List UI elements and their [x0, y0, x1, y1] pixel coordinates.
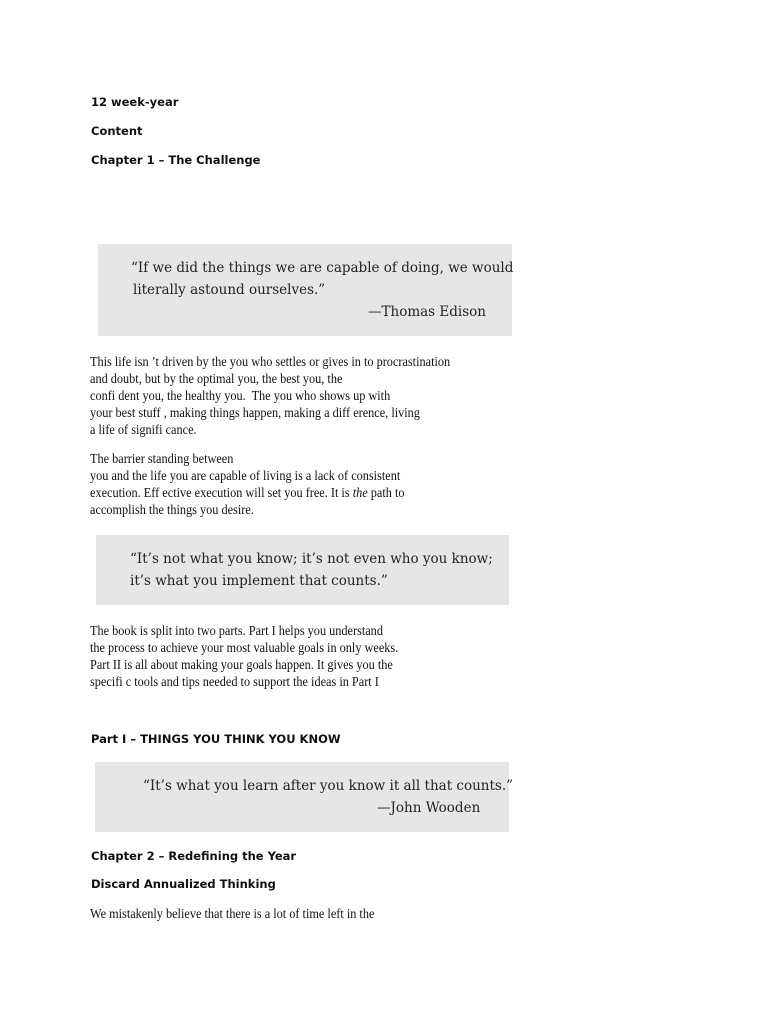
quote-box-edison [98, 244, 512, 336]
paragraph-annualized-thinking [90, 905, 374, 922]
quote-line: it’s what you implement that counts.” [130, 573, 388, 589]
text-run: path to [367, 485, 405, 500]
paragraph-optimal-you [90, 353, 450, 438]
chapter-1-heading: Chapter 1 – The Challenge [91, 153, 261, 167]
quote-box-implement [96, 535, 509, 605]
paragraph-line: the process to achieve your most valuable goals in only weeks. [90, 640, 399, 655]
quote-box-wooden [95, 762, 514, 832]
document-title: 12 week-year [91, 95, 179, 109]
paragraph-barrier [90, 450, 404, 518]
paragraph-line: This life isn ’t driven by the you who settles or gives in to procrastination [90, 354, 451, 369]
italic-text: the [352, 485, 368, 500]
paragraph-line [90, 484, 404, 501]
quote-attribution: —Thomas Edison [368, 304, 486, 320]
paragraph-line: The book is split into two parts. Part I helps you understand [90, 623, 383, 638]
paragraph-line: accomplish the things you desire. [90, 502, 254, 517]
paragraph-book-parts [90, 622, 398, 690]
paragraph-line: your best stuff , making things happen, making a diff erence, living [90, 405, 420, 420]
section-subheading: Discard Annualized Thinking [91, 877, 276, 891]
paragraph-line: a life of signifi cance. [90, 422, 197, 437]
quote-line: “It’s what you learn after you know it all that counts.” [143, 778, 514, 794]
paragraph-line: confi dent you, the healthy you. The you who shows up with [90, 388, 391, 403]
quote-line: literally astound ourselves.” [133, 282, 326, 298]
paragraph-line: We mistakenly believe that there is a lot of time left in the [90, 906, 375, 921]
paragraph-line: The barrier standing between [90, 451, 234, 466]
paragraph-line: specifi c tools and tips needed to support the ideas in Part I [90, 674, 379, 689]
paragraph-line: you and the life you are capable of living is a lack of consistent [90, 468, 401, 483]
quote-attribution: —John Wooden [377, 800, 481, 816]
chapter-2-heading: Chapter 2 – Redefining the Year [91, 849, 297, 863]
content-label: Content [91, 124, 143, 138]
part-1-heading: Part I – THINGS YOU THINK YOU KNOW [91, 732, 341, 746]
paragraph-line: and doubt, but by the optimal you, the best you, the [90, 371, 343, 386]
quote-line: “It’s not what you know; it’s not even who you know; [130, 551, 493, 567]
quote-line: “If we did the things we are capable of doing, we would [131, 260, 514, 276]
text-run: execution. Eff ective execution will set you free. It is [90, 485, 353, 500]
paragraph-line: Part II is all about making your goals happen. It gives you the [90, 657, 393, 672]
